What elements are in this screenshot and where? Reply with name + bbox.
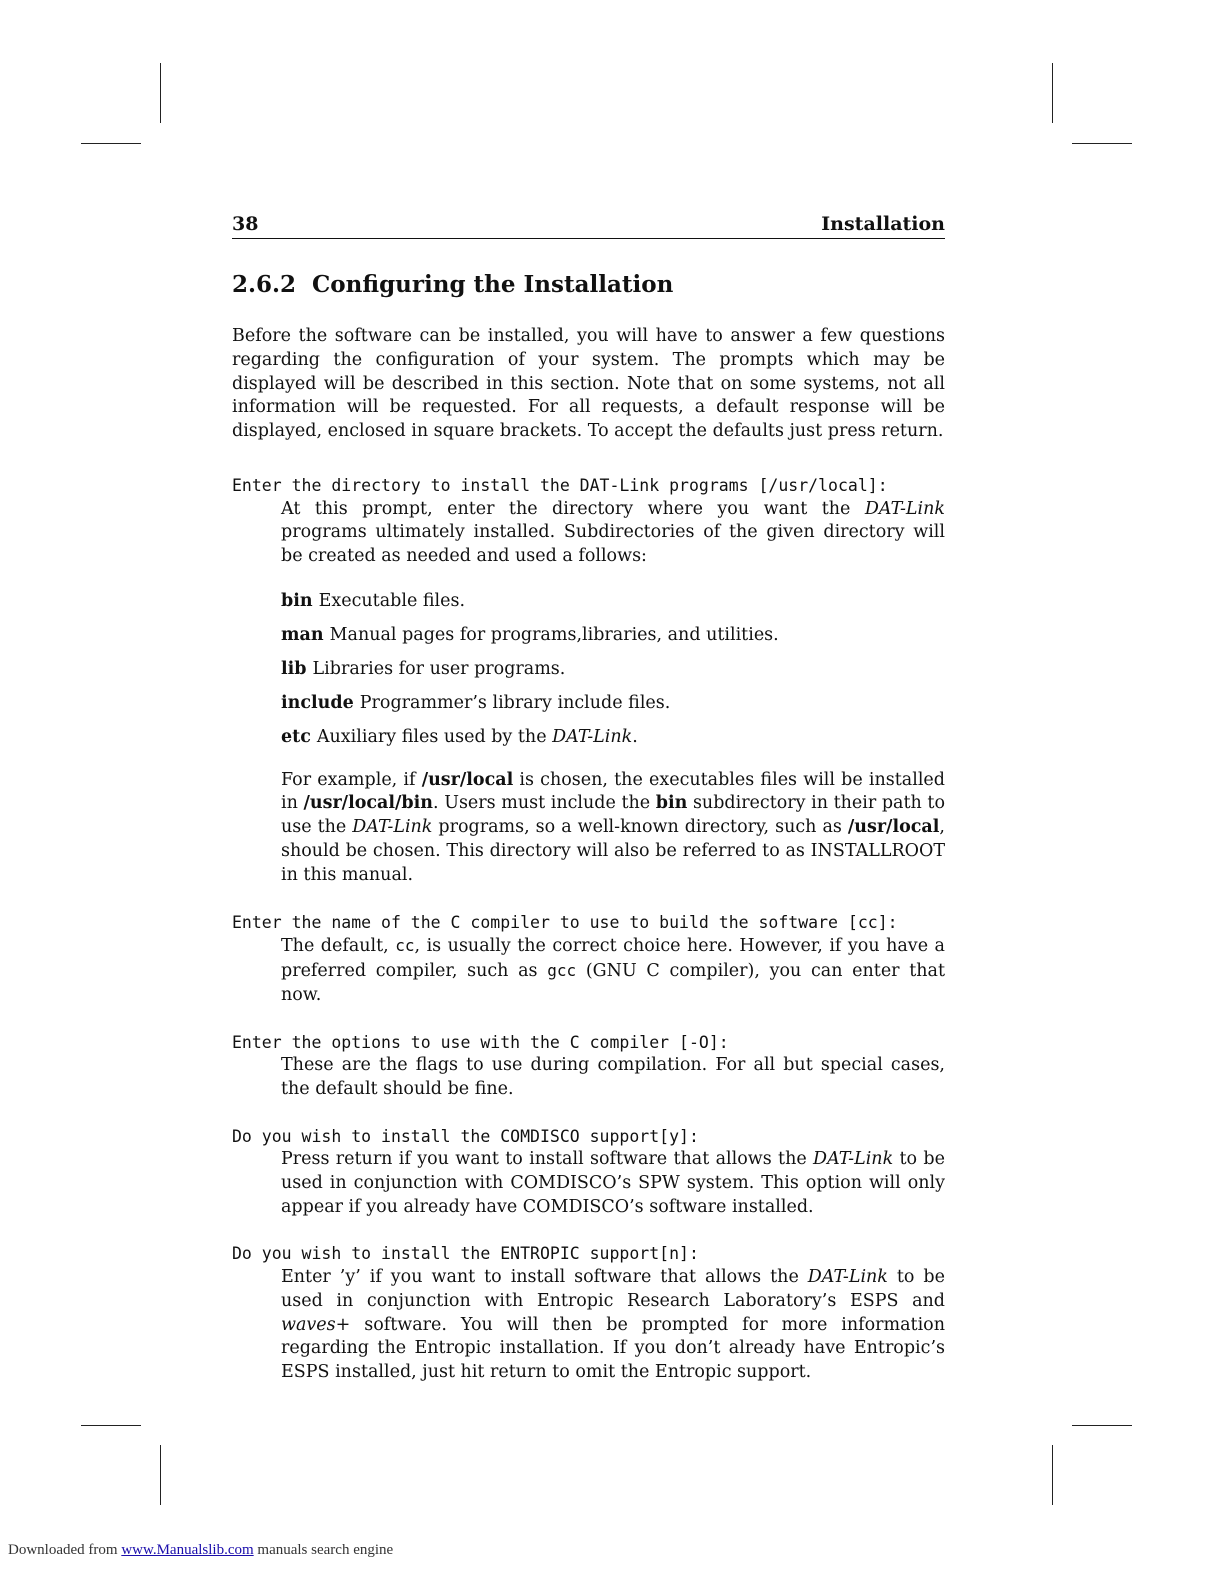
subdir-description: Executable files. xyxy=(318,590,466,611)
prompt-description: These are the flags to use during compilation. For all but special cases, the default should be fine. xyxy=(281,1055,945,1099)
prompt-description xyxy=(281,1148,945,1219)
product-name: DAT-Link xyxy=(807,1266,888,1287)
prompt-text: Enter the name of the C compiler to use to build the software [cc]: xyxy=(232,912,898,932)
path-text: /usr/local/bin xyxy=(303,793,434,814)
download-footer xyxy=(8,1542,393,1559)
prompt-description xyxy=(281,1266,945,1385)
code-text: cc xyxy=(395,936,415,956)
subdir-description: Programmer’s library include files. xyxy=(359,692,671,713)
manualslib-link[interactable]: www.Manualslib.com xyxy=(121,1542,254,1558)
crop-mark-bottom-right-vertical xyxy=(1052,1445,1053,1505)
running-header xyxy=(232,212,945,239)
subdir-name: bin xyxy=(281,590,313,611)
subdir-description: Libraries for user programs. xyxy=(312,658,566,679)
subdir-description: Manual pages for programs,libraries, and utilities. xyxy=(329,624,779,645)
prompt-text: Enter the directory to install the DAT-Link programs [/usr/local]: xyxy=(232,476,888,495)
subdir-name: etc xyxy=(281,726,311,747)
page-number: 38 xyxy=(232,213,259,235)
list-item xyxy=(281,658,945,682)
list-item xyxy=(281,624,945,648)
list-item xyxy=(281,726,945,750)
prompt-description xyxy=(281,498,945,888)
crop-mark-bottom-left-vertical xyxy=(160,1445,161,1505)
footer-text: manuals search engine xyxy=(253,1542,394,1558)
desc-text: to be used in conjunction with Entropic Research Laboratory’s ESPS and xyxy=(281,1266,945,1311)
path-text: /usr/local xyxy=(847,817,940,838)
product-name: DAT-Link xyxy=(813,1149,894,1170)
prompt-entry-comdisco xyxy=(232,1125,945,1220)
prompt-list xyxy=(232,474,945,1408)
desc-text: , should be chosen. This directory will also be referred to as xyxy=(281,817,945,862)
prompt-entry-options xyxy=(232,1031,945,1102)
desc-text: For example, if xyxy=(281,769,422,790)
desc-text: Press return if you want to install software that allows the xyxy=(281,1149,814,1170)
list-item xyxy=(281,590,945,614)
desc-text: At this prompt, enter the directory where you want the xyxy=(281,498,865,519)
prompt-text: Enter the options to use with the C compiler [-O]: xyxy=(232,1032,729,1052)
crop-mark-top-right-vertical xyxy=(1052,63,1053,123)
desc-text: Enter ’y’ if you want to install software that allows the xyxy=(281,1266,808,1287)
subdir-name: man xyxy=(281,624,324,645)
desc-text: to be used in conjunction with COMDISCO’s SPW system. This option will only appear if you already have COMDISCO’s software installed. xyxy=(281,1149,945,1217)
desc-text: in this manual. xyxy=(281,864,414,885)
desc-text: subdirectory in their path to use the xyxy=(281,793,945,838)
product-name: DAT-Link xyxy=(552,726,633,747)
code-text: gcc xyxy=(547,960,577,980)
desc-text: , is usually the correct choice here. However, if you have a preferred compiler, such as xyxy=(281,936,945,981)
subdirectory-list xyxy=(281,590,945,750)
crop-mark-bottom-left-horizontal xyxy=(81,1425,141,1426)
list-item xyxy=(281,692,945,716)
desc-text: (GNU C compiler), you can enter that now. xyxy=(281,960,945,1005)
path-text: bin xyxy=(655,793,688,814)
product-name: DAT-Link xyxy=(352,817,433,838)
subdir-name: include xyxy=(281,692,354,713)
subdir-description: Auxiliary files used by the xyxy=(316,726,553,747)
crop-mark-top-left-vertical xyxy=(160,63,161,123)
desc-text: software. You will then be prompted for more information regarding the Entropic installation. If you don’t already have Entropic’s ESPS installed, just hit return to omit the Entropic support. xyxy=(281,1314,945,1383)
path-text: /usr/local xyxy=(421,769,514,790)
product-name: DAT-Link xyxy=(864,498,945,519)
subdir-name: lib xyxy=(281,658,307,679)
running-title: Installation xyxy=(821,213,945,235)
punctuation: . xyxy=(632,726,638,747)
desc-text: programs, so a well-known directory, such as xyxy=(432,817,848,838)
crop-mark-top-left-horizontal xyxy=(81,143,141,144)
product-name: waves+ xyxy=(281,1314,351,1335)
example-paragraph xyxy=(281,769,945,888)
section-number: 2.6.2 xyxy=(232,271,297,298)
desc-text: . Users must include the xyxy=(433,793,656,814)
prompt-entry-entropic xyxy=(232,1242,945,1384)
desc-text: is chosen, the executables files will be installed in xyxy=(281,769,945,814)
prompt-text: Do you wish to install the COMDISCO support[y]: xyxy=(232,1126,699,1146)
prompt-text: Do you wish to install the ENTROPIC support[n]: xyxy=(232,1244,699,1264)
prompt-description xyxy=(281,934,945,1007)
desc-text: The default, xyxy=(281,936,396,957)
section-title: Configuring the Installation xyxy=(312,271,674,298)
crop-mark-bottom-right-horizontal xyxy=(1072,1425,1132,1426)
footer-text: Downloaded from xyxy=(8,1542,122,1558)
intro-paragraph: Before the software can be installed, you will have to answer a few questions regarding the configuration of your system. The prompts which may be displayed will be described in this section. Note that on some systems, not all information will be requested. For all requests, a default response will be displayed, enclosed in square brackets. To accept the defaults just press return. xyxy=(232,326,945,442)
installroot-term: INSTALLROOT xyxy=(810,841,945,862)
section-heading xyxy=(232,270,945,300)
prompt-entry-compiler xyxy=(232,911,945,1008)
crop-mark-top-right-horizontal xyxy=(1072,143,1132,144)
prompt-entry-directory xyxy=(232,474,945,888)
desc-text: programs ultimately installed. Subdirectories of the given directory will be created as needed and used a follows: xyxy=(281,522,945,567)
